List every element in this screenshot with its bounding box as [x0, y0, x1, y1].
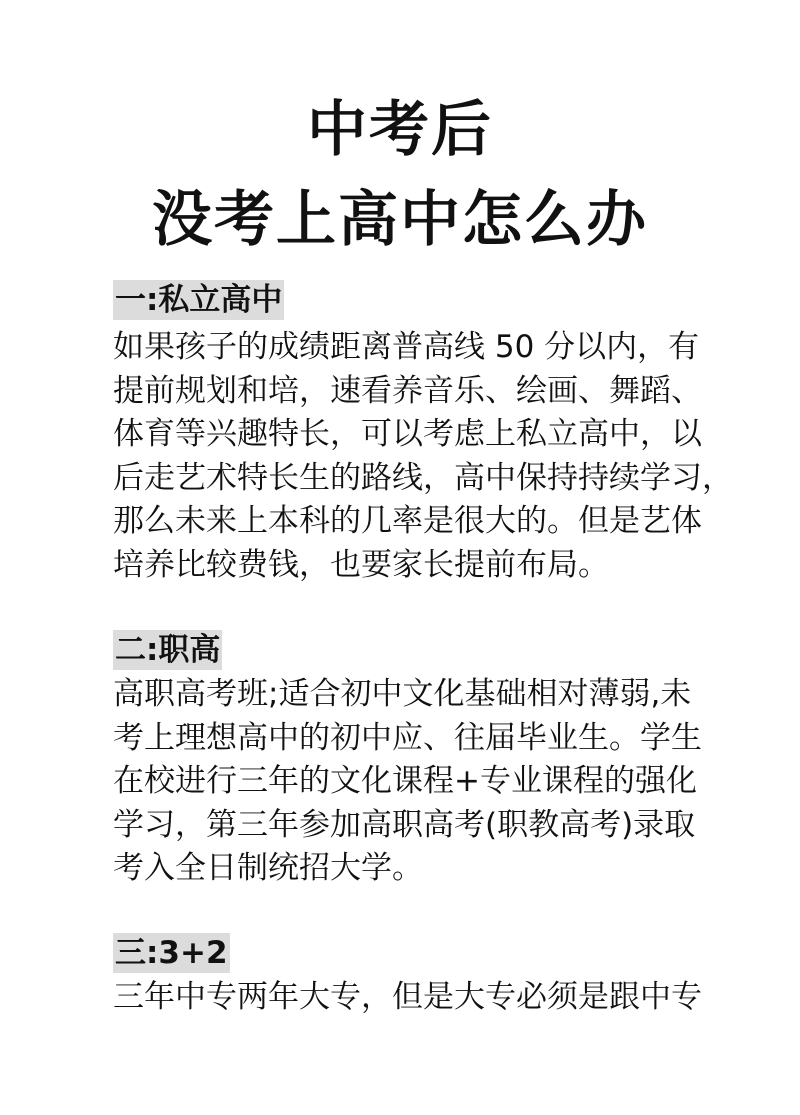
section-heading-private-high-school: 一:私立高中 — [115, 282, 283, 318]
body-line: 培养比较费钱，也要家长提前布局。 — [113, 546, 609, 583]
section-body-private-high-school — [113, 326, 733, 587]
section-heading-vocational-high: 二:职高 — [115, 632, 221, 668]
body-line: 学习，第三年参加高职高考(职教高考)录取 — [113, 806, 696, 843]
body-line: 如果孩子的成绩距离普高线 50 分以内，有 — [113, 329, 700, 365]
body-line: 后走艺术特长生的路线，高中保持持续学习， — [113, 459, 733, 496]
body-line: 考入全日制统招大学。 — [113, 850, 423, 886]
body-line: 提前规划和培，速看养音乐、绘画、舞蹈、 — [113, 372, 702, 409]
title-line-2: 没考上高中怎么办 — [152, 185, 648, 255]
body-line: 那么未来上本科的几率是很大的。但是艺体 — [113, 503, 702, 539]
body-line: 在校进行三年的文化课程+专业课程的强化 — [113, 763, 697, 799]
section-body-3-plus-2 — [113, 976, 702, 1020]
body-line: 考上理想高中的初中应、往届毕业生。学生 — [113, 719, 702, 756]
section-body-vocational-high — [113, 673, 702, 891]
section-heading-3-plus-2: 三:3+2 — [115, 935, 228, 971]
body-line: 三年中专两年大专，但是大专必须是跟中专 — [113, 979, 702, 1015]
body-line: 高职高考班;适合初中文化基础相对薄弱,未 — [113, 676, 692, 712]
body-line: 体育等兴趣特长，可以考虑上私立高中，以 — [113, 416, 702, 452]
title-line-1: 中考后 — [307, 95, 493, 165]
